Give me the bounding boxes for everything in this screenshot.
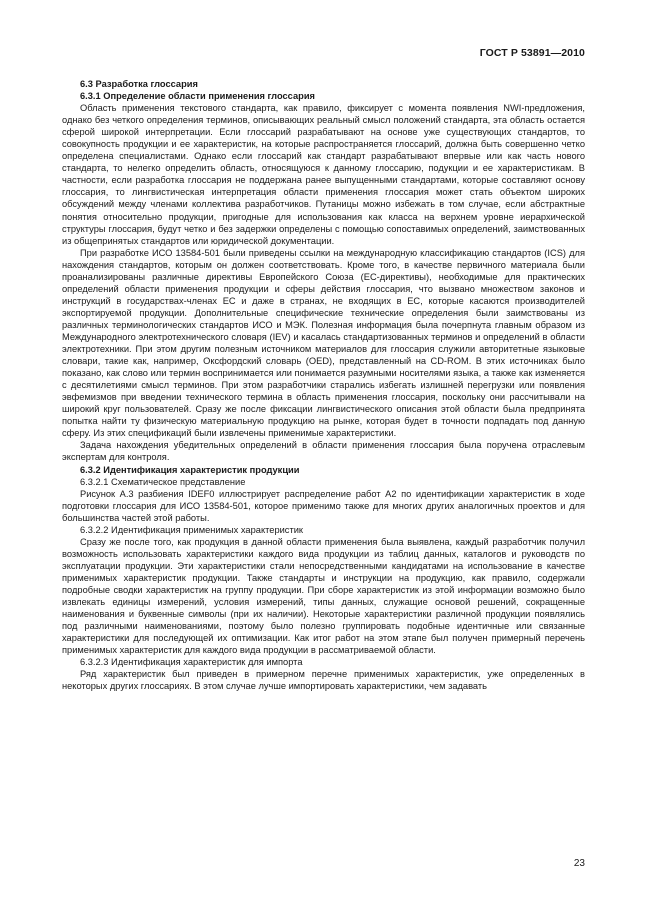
section-6-3-title: 6.3 Разработка глоссария — [80, 79, 198, 89]
document-body — [62, 78, 585, 692]
paragraph: Задача нахождения убедительных определений в области применения глоссария была поручена отраслевым экспертам для контроля. — [62, 440, 585, 463]
document-header: ГОСТ Р 53891—2010 — [479, 47, 585, 59]
section-6-3-2-3-title: 6.3.2.3 Идентификация характеристик для импорта — [80, 657, 303, 668]
page-number: 23 — [573, 858, 585, 869]
section-6-3-2-2-title: 6.3.2.2 Идентификация применимых характеристик — [80, 524, 303, 535]
paragraph: Область применения текстового стандарта, как правило, фиксирует с момента появления NWI-предложения, однако без четкого определения терминов, описывающих реальный смысл положений стандарта, эта область остается сферой широкой интерпретации. Если глоссарий разрабатывают на основе уже существующих стандартов, то совокупность продукции и ее характеристик, на которые распространяется глоссарий, должна быть совершенно четко определена специалистами. Однако если глоссарий как стандарт разрабатывают впервые или как часть нового стандарта, то нелегко определить область, относящуюся к данному глоссарию, подукции и ее характеристикам. В частности, если разработка глоссария не поддержана ранее выпущенными стандартами, которые составляют основу глоссария, то лингвистическая интерпретация области применения глоссария может стать объектом широких обсуждений между членами коллектива разработчиков. Путаницы можно избежать в том случае, если абстрактные понятия относительно продукции, пригодные для использования как класса на верхнем уровне иерархической структуры глоссария, будут четко и без задержки определены с помощью сопоставимых определений, заимствованных из общепринятых стандартов или юридической документации. — [62, 103, 585, 246]
section-6-3-2-1-title: 6.3.2.1 Схематическое представление — [80, 476, 246, 487]
paragraph: Ряд характеристик был приведен в примерном перечне применимых характеристик, уже определенных в некоторых других глоссариях. В этом случае лучше импортировать характеристики, чем задавать — [62, 669, 585, 692]
paragraph: Рисунок А.3 разбиения IDEF0 иллюстрирует распределение работ А2 по идентификации характеристик в ходе подготовки глоссария для ИСО 13584-501, которое применимо также для многих других аналогичных проектов и для большинства частей этой работы. — [62, 488, 585, 523]
paragraph: При разработке ИСО 13584-501 были приведены ссылки на международную классификацию стандартов (ICS) для нахождения стандартов, которым он должен соответствовать. Кроме того, в качестве первичного материала были проанализированы различные директивы Европейского Союза (ЕС-директивы), необходимые для практических определений области применения продукции и сферы действия глоссария, что вызвано множеством законов и инструкций в государствах-членах ЕС и даже в странах, не входящих в ЕС, которые касаются производителей экспортируемой продукции. Дополнительные специфические технические определения были заимствованы из различных терминологических стандартов ИСО и МЭК. Полезная информация была почерпнута главным образом из Международного электротехнического словаря (IEV) и касалась стандартизованных терминов и определений в области электротехники. При этом другим полезным источником материалов для глоссария служили авторитетные языковые словари, такие как, например, Оксфордский словарь (OED), представленный на CD-ROM. В этих источниках было показано, как слово или термин воспринимается или понимается разумными носителями языка, а также как изменяется с десятилетиями смысл терминов. При этом разработчики старались избегать излишней перегрузки или появления эвфемизмов при введении технического термина в область применения глоссария, поскольку они рассчитывали на широкий круг пользователей. Сразу же после фиксации лингвистического описания этой области была предпринята попытка найти ту физическую материальную продукцию на рынке, которая будет в точности подпадать под данную сферу. Из этих спецификаций были извлечены применимые характеристики. — [62, 247, 585, 439]
section-6-3-2-title: 6.3.2 Идентификация характеристик продукции — [80, 464, 300, 475]
section-6-3-1-title: 6.3.1 Определение области применения глоссария — [80, 91, 315, 102]
paragraph: Сразу же после того, как продукция в данной области применения была выявлена, каждый разработчик получил возможность использовать характеристики каждого вида продукции из таблиц данных, каталогов и руководств по эксплуатации продукции. Эти характеристики стали непосредственными кандидатами на использование в качестве применимых характеристик продукции. Также стандарты и инструкции на продукцию, как правило, содержали подробные сводки характеристик на группу продукции. При сборе характеристик из этой информации возможно было извлекать единицы измерений, условия измерений, типы данных, служащие основой решений, сокращенные наименования и буквенные символы (при их наличии). Некоторые характеристики различной продукции появлялись под различными наименованиями, поэтому было полезно группировать подобные идентичные или связанные характеристики для последующей их оптимизации. Как итог работ на этом этапе был получен примерный перечень применимых характеристик для каждого вида продукции в рассматриваемой области. — [62, 536, 585, 656]
